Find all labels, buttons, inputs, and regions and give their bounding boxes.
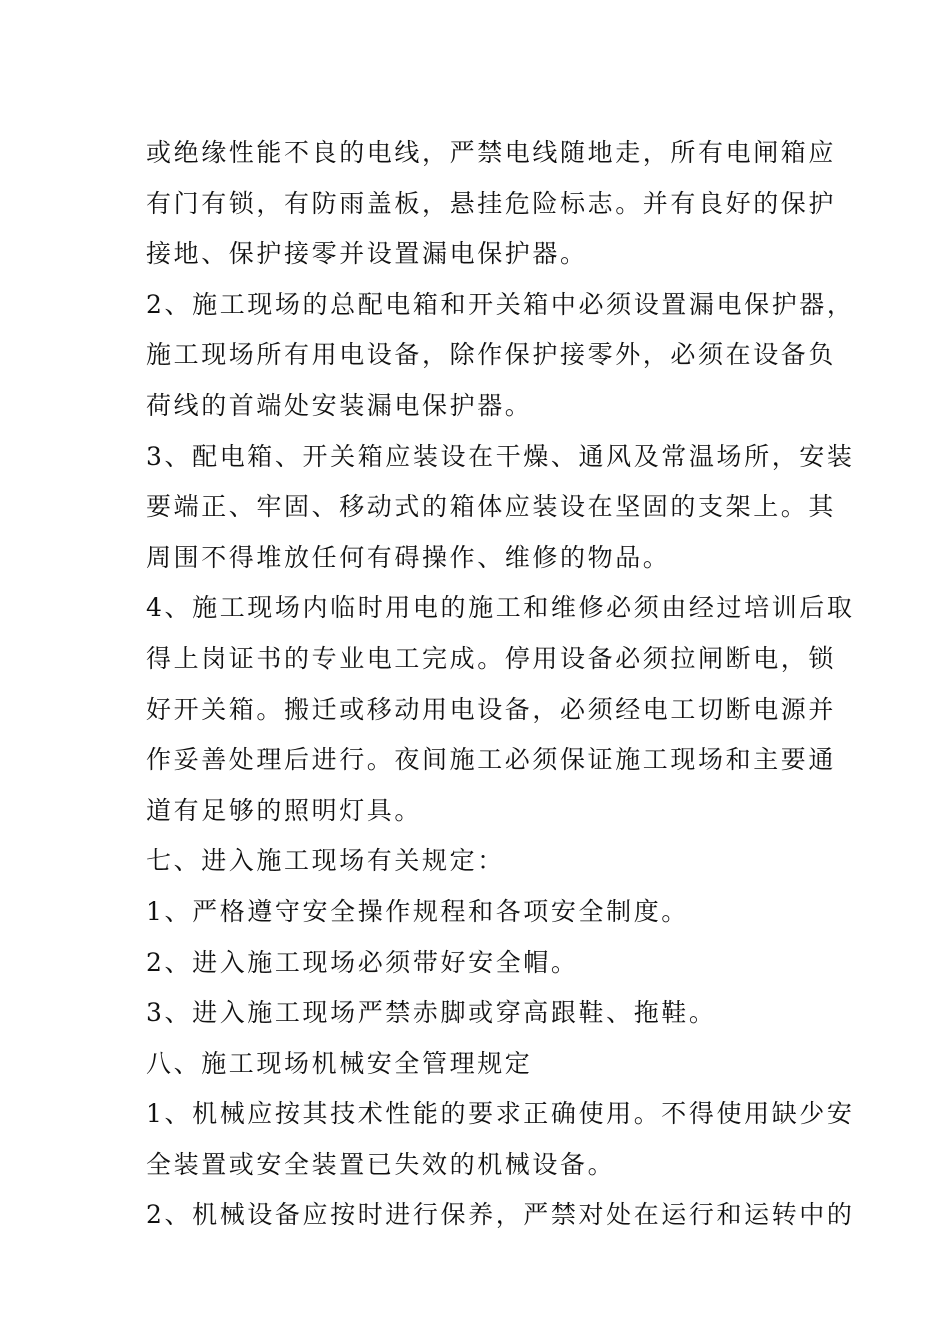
text-line: 得上岗证书的专业电工完成。停用设备必须拉闸断电，锁 [146, 643, 837, 673]
text-line: 1、机械应按其技术性能的要求正确使用。不得使用缺少安 [146, 1099, 855, 1129]
text-line: 道有足够的照明灯具。 [146, 795, 423, 825]
text-line: 4、施工现场内临时用电的施工和维修必须由经过培训后取 [146, 593, 855, 623]
text-line: 荷线的首端处安装漏电保护器。 [146, 390, 533, 420]
text-line: 2、机械设备应按时进行保养，严禁对处在运行和运转中的 [146, 1200, 855, 1230]
text-line: 或绝缘性能不良的电线，严禁电线随地走，所有电闸箱应 [146, 138, 837, 167]
text-line: 3、进入施工现场严禁赤脚或穿高跟鞋、拖鞋。 [146, 998, 717, 1028]
text-line: 好开关箱。搬迁或移动用电设备，必须经电工切断电源并 [146, 694, 837, 724]
text-line: 1、严格遵守安全操作规程和各项安全制度。 [146, 896, 689, 926]
text-line: 2、施工现场的总配电箱和开关箱中必须设置漏电保护器， [146, 289, 855, 319]
text-line: 2、进入施工现场必须带好安全帽。 [146, 947, 579, 977]
section-heading: 七、进入施工现场有关规定： [146, 846, 505, 876]
text-line: 要端正、牢固、移动式的箱体应装设在坚固的支架上。其 [146, 492, 837, 522]
text-line: 接地、保护接零并设置漏电保护器。 [146, 239, 588, 269]
text-line: 全装置或安全装置已失效的机械设备。 [146, 1149, 616, 1179]
document-body [146, 128, 855, 1241]
text-line: 3、配电箱、开关箱应装设在干燥、通风及常温场所，安装 [146, 441, 855, 471]
text-line: 有门有锁，有防雨盖板，悬挂危险标志。并有良好的保护 [146, 188, 837, 218]
text-line: 作妥善处理后进行。夜间施工必须保证施工现场和主要通 [146, 745, 837, 775]
section-heading: 八、施工现场机械安全管理规定 [146, 1048, 533, 1078]
text-line: 施工现场所有用电设备，除作保护接零外，必须在设备负 [146, 340, 837, 370]
text-line: 周围不得堆放任何有碍操作、维修的物品。 [146, 542, 671, 572]
